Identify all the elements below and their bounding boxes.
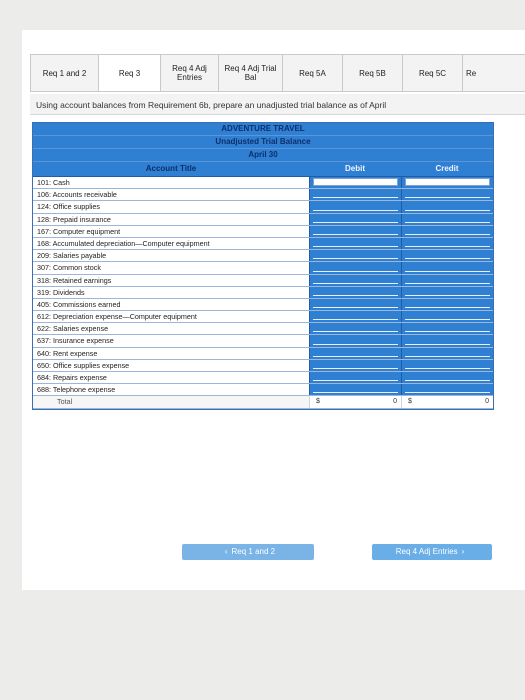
debit-input[interactable]	[313, 336, 398, 344]
debit-input[interactable]	[313, 312, 398, 320]
credit-column-cell	[401, 238, 493, 249]
table-row	[33, 360, 493, 372]
credit-column-cell	[401, 214, 493, 225]
tab-req-1-and-2[interactable]: Req 1 and 2	[31, 55, 99, 91]
debit-input[interactable]	[313, 361, 398, 369]
credit-column-cell	[401, 189, 493, 200]
table-row	[33, 177, 493, 189]
credit-column-cell	[401, 250, 493, 261]
tab-req-4-adj-trial-bal[interactable]: Req 4 Adj Trial Bal	[219, 55, 283, 91]
credit-input[interactable]	[405, 178, 490, 186]
tab-req-5b[interactable]: Req 5B	[343, 55, 403, 91]
credit-input[interactable]	[405, 385, 490, 393]
account-title: 650: Office supplies expense	[33, 360, 309, 371]
debit-input[interactable]	[313, 215, 398, 223]
account-title: 101: Cash	[33, 177, 309, 188]
credit-input[interactable]	[405, 336, 490, 344]
account-title: 637: Insurance expense	[33, 335, 309, 346]
credit-column-cell	[401, 348, 493, 359]
debit-column-cell	[309, 189, 401, 200]
debit-column-cell	[309, 384, 401, 395]
credit-input[interactable]	[405, 251, 490, 259]
debit-input[interactable]	[313, 178, 398, 186]
tab-req-5a[interactable]: Req 5A	[283, 55, 343, 91]
debit-input[interactable]	[313, 300, 398, 308]
debit-input[interactable]	[313, 324, 398, 332]
credit-column-cell	[401, 201, 493, 212]
total-debit	[309, 396, 401, 407]
account-title: 684: Repairs expense	[33, 372, 309, 383]
company-name: ADVENTURE TRAVEL	[33, 123, 493, 136]
debit-header: Debit	[345, 164, 365, 173]
credit-column-cell	[401, 360, 493, 371]
debit-input[interactable]	[313, 276, 398, 284]
tab-req-5c[interactable]: Req 5C	[403, 55, 463, 91]
table-row	[33, 189, 493, 201]
credit-column-cell	[401, 372, 493, 383]
total-credit	[401, 396, 493, 407]
account-title: 319: Dividends	[33, 287, 309, 298]
debit-input[interactable]	[313, 385, 398, 393]
prev-requirement-button[interactable]	[182, 544, 314, 560]
debit-column-cell	[309, 299, 401, 310]
debit-column-cell	[309, 201, 401, 212]
table-row	[33, 384, 493, 396]
credit-column-cell	[401, 287, 493, 298]
table-row	[33, 275, 493, 287]
tab-req-3[interactable]: Req 3	[99, 55, 161, 91]
debit-column-cell	[309, 372, 401, 383]
credit-input[interactable]	[405, 312, 490, 320]
credit-input[interactable]	[405, 215, 490, 223]
credit-input[interactable]	[405, 190, 490, 198]
credit-input[interactable]	[405, 239, 490, 247]
total-credit-value: 0	[485, 398, 489, 406]
credit-input[interactable]	[405, 276, 490, 284]
credit-input[interactable]	[405, 288, 490, 296]
column-headers	[33, 162, 493, 177]
table-row	[33, 250, 493, 262]
total-label: Total	[33, 396, 309, 407]
requirement-tabs	[30, 54, 525, 92]
debit-input[interactable]	[313, 202, 398, 210]
next-requirement-button[interactable]	[372, 544, 492, 560]
table-row	[33, 287, 493, 299]
debit-column-cell	[309, 311, 401, 322]
debit-column-cell	[309, 360, 401, 371]
credit-input[interactable]	[405, 324, 490, 332]
credit-input[interactable]	[405, 349, 490, 357]
account-title: 124: Office supplies	[33, 201, 309, 212]
table-row	[33, 201, 493, 213]
debit-column-cell	[309, 238, 401, 249]
account-title: 168: Accumulated depreciation—Computer equipment	[33, 238, 309, 249]
credit-header: Credit	[435, 164, 459, 173]
table-row	[33, 262, 493, 274]
credit-column-cell	[401, 177, 493, 188]
credit-input[interactable]	[405, 227, 490, 235]
debit-input[interactable]	[313, 349, 398, 357]
credit-column-cell	[401, 275, 493, 286]
debit-column-cell	[309, 275, 401, 286]
table-row	[33, 348, 493, 360]
table-row	[33, 372, 493, 384]
credit-column-cell	[401, 323, 493, 334]
debit-input[interactable]	[313, 227, 398, 235]
account-title-header: Account Title	[145, 164, 197, 173]
debit-column-cell	[309, 335, 401, 346]
page	[22, 30, 525, 590]
tab-re-truncated[interactable]: Re	[463, 55, 524, 91]
credit-input[interactable]	[405, 263, 490, 271]
instruction-text: Using account balances from Requirement 6b, prepare an unadjusted trial balance as of April	[36, 100, 387, 110]
table-row	[33, 335, 493, 347]
debit-input[interactable]	[313, 263, 398, 271]
table-row	[33, 226, 493, 238]
account-title: 622: Salaries expense	[33, 323, 309, 334]
account-title: 106: Accounts receivable	[33, 189, 309, 200]
credit-input[interactable]	[405, 361, 490, 369]
chevron-left-icon: ‹	[224, 547, 228, 556]
debit-input[interactable]	[313, 373, 398, 381]
credit-column-cell	[401, 311, 493, 322]
credit-input[interactable]	[405, 202, 490, 210]
trial-balance-worksheet	[32, 122, 494, 410]
debit-input[interactable]	[313, 190, 398, 198]
tab-req-4-adj-entries[interactable]: Req 4 Adj Entries	[161, 55, 219, 91]
total-credit-symbol: $	[408, 398, 412, 406]
debit-column-cell	[309, 287, 401, 298]
account-title: 318: Retained earnings	[33, 275, 309, 286]
total-debit-symbol: $	[316, 398, 320, 406]
account-title: 167: Computer equipment	[33, 226, 309, 237]
account-title: 405: Commissions earned	[33, 299, 309, 310]
total-row	[33, 396, 493, 408]
debit-column-cell	[309, 214, 401, 225]
debit-input[interactable]	[313, 288, 398, 296]
table-row	[33, 299, 493, 311]
debit-column-cell	[309, 262, 401, 273]
debit-input[interactable]	[313, 251, 398, 259]
debit-column-cell	[309, 177, 401, 188]
credit-input[interactable]	[405, 300, 490, 308]
credit-column-cell	[401, 299, 493, 310]
statement-title: Unadjusted Trial Balance	[33, 136, 493, 149]
table-row	[33, 214, 493, 226]
credit-column-cell	[401, 262, 493, 273]
debit-input[interactable]	[313, 239, 398, 247]
debit-column-cell	[309, 323, 401, 334]
account-title: 612: Depreciation expense—Computer equipment	[33, 311, 309, 322]
debit-column-cell	[309, 226, 401, 237]
chevron-right-icon: ›	[461, 547, 465, 556]
table-row	[33, 238, 493, 250]
credit-column-cell	[401, 384, 493, 395]
table-row	[33, 323, 493, 335]
credit-input[interactable]	[405, 373, 490, 381]
table-row	[33, 311, 493, 323]
account-title: 688: Telephone expense	[33, 384, 309, 395]
account-title: 307: Common stock	[33, 262, 309, 273]
account-title: 640: Rent expense	[33, 348, 309, 359]
account-title: 209: Salaries payable	[33, 250, 309, 261]
total-debit-value: 0	[393, 398, 397, 406]
statement-date: April 30	[33, 149, 493, 162]
prev-button-label: Req 1 and 2	[231, 547, 276, 556]
credit-column-cell	[401, 226, 493, 237]
credit-column-cell	[401, 335, 493, 346]
account-title: 128: Prepaid insurance	[33, 214, 309, 225]
next-button-label: Req 4 Adj Entries	[395, 547, 458, 556]
debit-column-cell	[309, 250, 401, 261]
debit-column-cell	[309, 348, 401, 359]
